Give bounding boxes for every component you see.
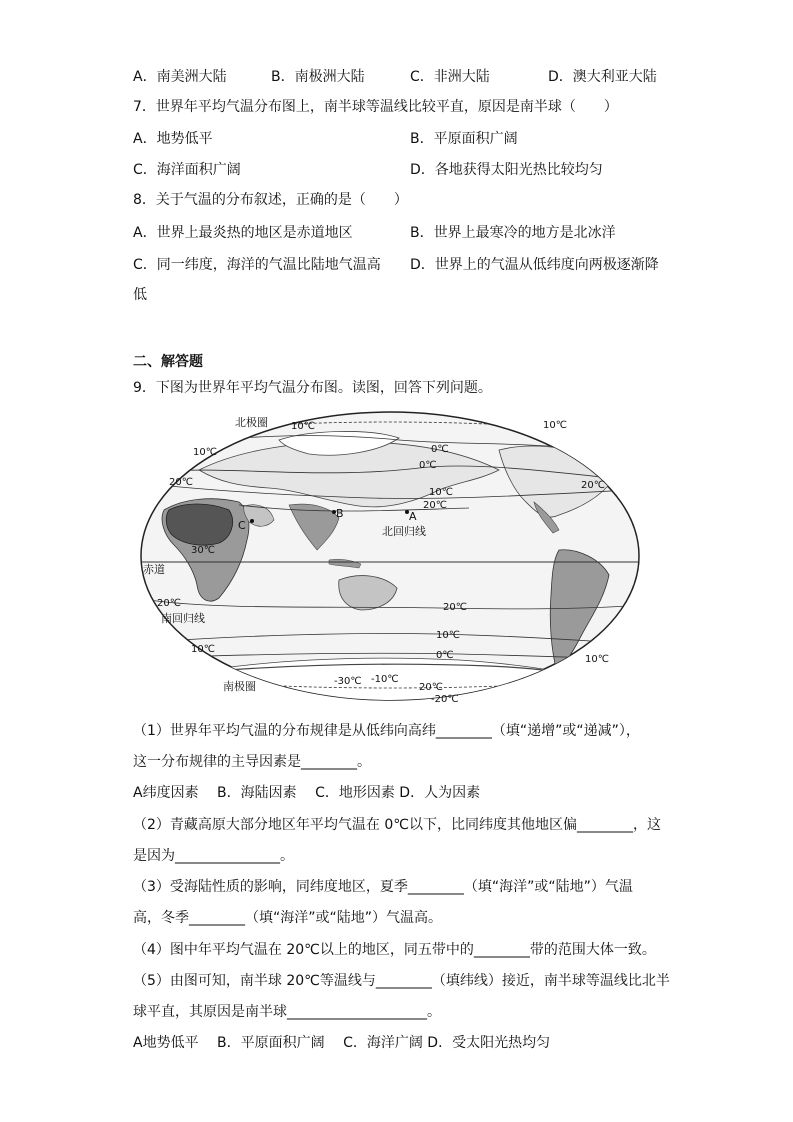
section-title: 二、解答题 [133,354,203,370]
q7-option-a: A．地势低平 [133,131,213,147]
label-point-b: B [336,507,344,520]
label-t10-se: 10℃ [585,654,609,665]
q9-part1-options: A纬度因素 B．海陆因素 C．地形因素 D．人为因素 [133,785,481,801]
label-t20-ant: 20℃ [419,682,443,693]
label-tropic-north: 北回归线 [382,525,426,538]
q6-option-c: C．非洲大陆 [410,69,490,85]
q7-options-row2 [0,159,793,179]
q9-stem: 9．下图为世界年平均气温分布图。读图，回答下列问题。 [133,380,492,396]
point-c-marker [250,519,254,523]
q7-option-c: C．海洋面积广阔 [133,162,241,178]
q7-option-d: D．各地获得太阳光热比较均匀 [410,162,603,178]
q6-option-b: B．南极洲大陆 [271,69,365,85]
q7-stem: 7．世界年平均气温分布图上，南半球等温线比较平直，原因是南半球（ ） [133,99,618,115]
q9-part2-line2: 是因为_______________。 [133,848,294,864]
q8-stem: 8．关于气温的分布叙述，正确的是（ ） [133,192,408,208]
label-t10-ne: 10℃ [543,420,567,431]
label-t10-nw: 10℃ [291,421,315,432]
label-t10-n: 10℃ [193,447,217,458]
q9-part3-line1: （3）受海陆性质的影响，同纬度地区，夏季________（填“海洋”或“陆地”）气温 [133,879,633,895]
label-south-polar-circle: 南极圈 [223,680,256,693]
label-t10-sw: 10℃ [191,644,215,655]
label-point-a: A [409,510,417,523]
label-t20-nw: 20℃ [169,477,193,488]
q8-options-row1 [0,222,793,242]
world-temperature-map [139,410,641,702]
label-north-polar-circle: 北极圈 [235,416,268,429]
label-point-c: C [238,519,246,532]
label-t0-s: 0℃ [436,650,454,661]
label-equator: 赤道 [143,563,165,576]
label-t-minus30: -30℃ [334,676,362,687]
q8-option-d-continued: 低 [133,287,147,303]
q8-option-b: B．世界上最寒冷的地方是北冰洋 [410,225,616,241]
q9-part5-line1: （5）由图可知，南半球 20℃等温线与________（填纬线）接近，南半球等温线比北半 [133,973,670,989]
q9-part4: （4）图中年平均气温在 20℃以上的地区，同五带中的________带的范围大体一致。 [133,942,656,958]
label-t20-s: 20℃ [443,602,467,613]
q9-part2-line1: （2）青藏高原大部分地区年平均气温在 0℃以下，比同纬度其他地区偏________，这 [133,817,661,833]
q6-options [0,66,793,86]
label-t20-sw: 20℃ [157,598,181,609]
label-t10-s: 10℃ [436,630,460,641]
label-t30-africa: 30℃ [191,545,215,556]
label-t20-center: 20℃ [423,500,447,511]
label-t-minus20: -20℃ [431,694,459,702]
label-t20-e: 20℃ [581,480,605,491]
q9-part1-line2: 这一分布规律的主导因素是________。 [133,754,371,770]
q8-options-row2 [0,254,793,274]
q8-option-d: D．世界上的气温从低纬度向两极逐渐降 [410,257,659,273]
label-t-minus10: -10℃ [371,674,399,685]
q8-option-a: A．世界上最炎热的地区是赤道地区 [133,225,353,241]
q6-option-d: D．澳大利亚大陆 [548,69,657,85]
q9-part3-line2: 高，冬季________（填“海洋”或“陆地”）气温高。 [133,910,443,926]
label-tropic-south: 南回归线 [161,612,205,625]
q9-part5-line2: 球平直，其原因是南半球____________________。 [133,1004,441,1020]
q7-option-b: B．平原面积广阔 [410,131,518,147]
q7-options-row1 [0,128,793,148]
q8-option-c: C．同一纬度，海洋的气温比陆地气温高 [133,257,381,273]
label-t0-n: 0℃ [431,444,449,455]
q9-part5-options: A地势低平 B．平原面积广阔 C．海洋广阔 D．受太阳光热均匀 [133,1035,551,1051]
q9-part1-line1: （1）世界年平均气温的分布规律是从低纬向高纬________（填“递增”或“递减”）， [133,723,640,739]
label-t10-center: 10℃ [429,487,453,498]
q6-option-a: A．南美洲大陆 [133,69,227,85]
label-t0-ne: 0℃ [419,460,437,471]
